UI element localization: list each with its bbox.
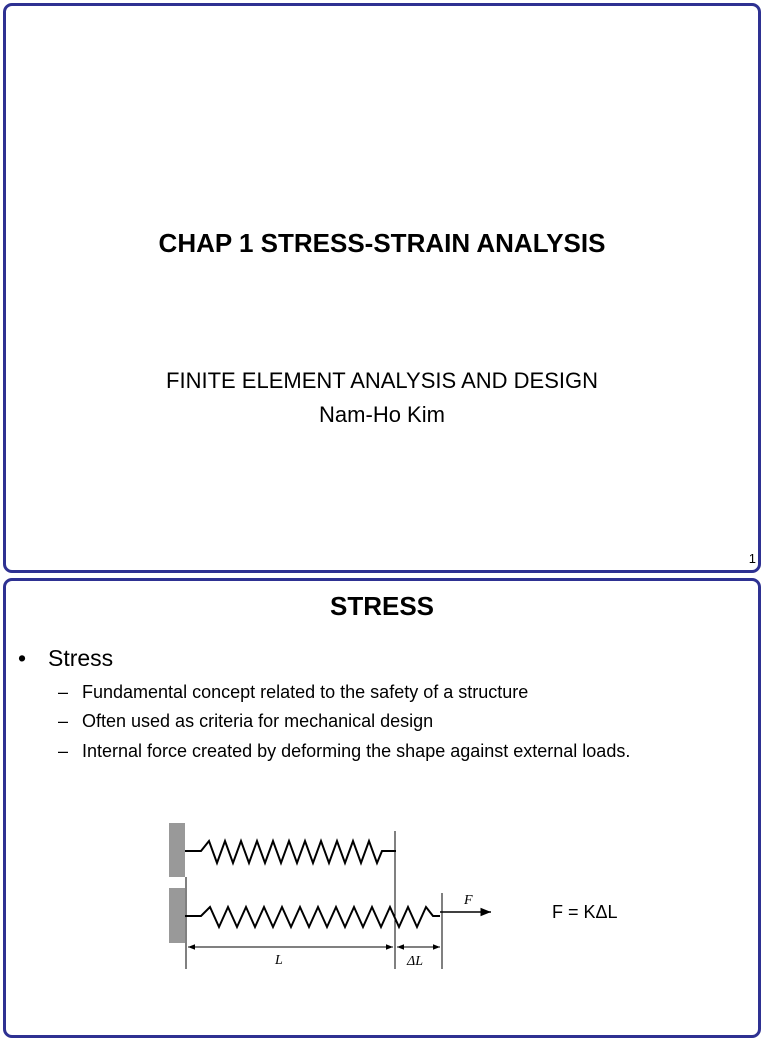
slide-1	[3, 3, 761, 573]
sub-bullet-text: Internal force created by deforming the shape against external loads.	[82, 741, 631, 761]
wall-bottom	[169, 888, 185, 943]
length-label: L	[275, 953, 283, 968]
delta-label: ΔL	[407, 954, 424, 969]
course-title: FINITE ELEMENT ANALYSIS AND DESIGN	[166, 368, 598, 393]
dash-marker: –	[58, 711, 69, 731]
page-number: 1	[748, 551, 756, 566]
dash-marker: –	[58, 682, 69, 702]
spring-undeformed	[185, 841, 396, 863]
sub-bullet-text: Often used as criteria for mechanical design	[82, 711, 434, 731]
force-label: F	[464, 893, 473, 908]
slide-title: CHAP 1 STRESS-STRAIN ANALYSIS	[158, 228, 606, 258]
author-name: Nam-Ho Kim	[319, 402, 445, 427]
spring-deformed	[185, 907, 440, 927]
bullet-text: Stress	[48, 645, 114, 671]
slide-2	[3, 578, 761, 1038]
wall-top	[169, 823, 185, 877]
dash-marker: –	[58, 741, 69, 761]
slide-title: STRESS	[329, 591, 435, 621]
sub-bullet-text: Fundamental concept related to the safety of a structure	[82, 682, 529, 702]
spring-diagram	[6, 581, 758, 1001]
hooke-equation: F = KΔL	[552, 902, 618, 922]
bullet-marker: •	[18, 645, 27, 671]
